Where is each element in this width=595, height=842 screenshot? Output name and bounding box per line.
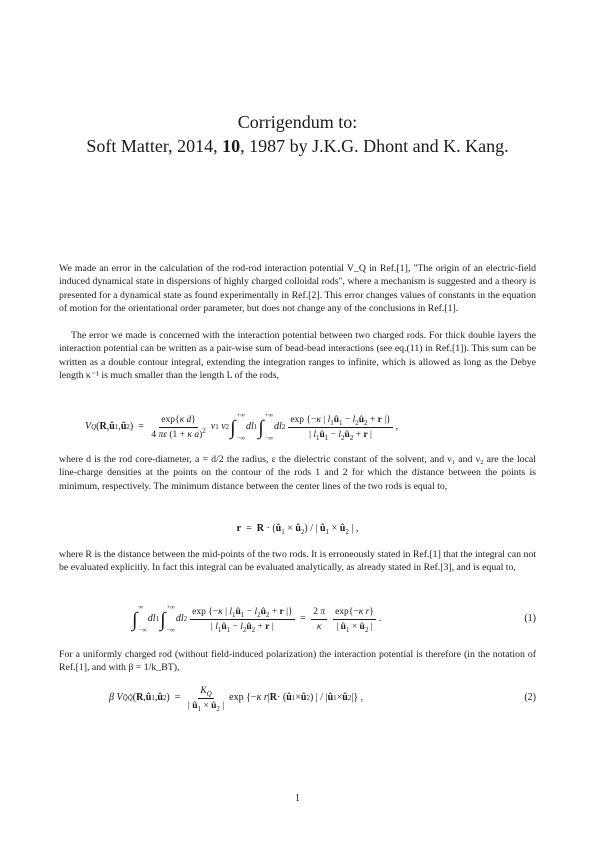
paragraph-3: where d is the rod core-diameter, a = d/2 the radius, ε the dielectric constant of the solvent, and ν₁ and ν₂ are the local line-charge densities at the points on the contour of the rods 1 and 2 for which the distance between the points is minimum, respectively. The minimum distance between the center lines of the two rods is equal to, bbox=[59, 454, 536, 492]
page-number: 1 bbox=[295, 793, 300, 804]
equation-1: ∫ ∞ −∞ dl 1 ∫ +∞ −∞ dl 2 $\frac{\exp \{-\kappa | l_1û_1 - l_2û_2 + r |\}}{| l_1û_1 - l_2û_2 + r |}$ = $\frac{2 \pi}{\kappa}$ $\frac{\text{exp\{−κ r\}}}{| û_1 \times û_2 |}$ . (1) bbox=[132, 604, 536, 634]
equation-2: β V Q̄Q̄ ( R , û 1 , û 2 ) = $\frac{K_Q}{| û_1 \times û_2 |}$ exp {− κ r | R · ( û 1 × û 2 ) | / | û 1 × û 2 |} , (2) bbox=[109, 685, 536, 713]
title-line-1: Corrigendum to: bbox=[237, 112, 358, 132]
title-line-2 bbox=[0, 134, 595, 158]
paragraph-5: For a uniformly charged rod (without field-induced polarization) the interaction potential is therefore (in the notation of Ref.[1], and with β = 1/k_BT), bbox=[59, 649, 536, 674]
paragraph-4: where R is the distance between the mid-points of the two rods. It is erroneously stated in Ref.[1] that the integral can not be evaluated explicitly. In fact this integral can be evaluated analytically, as already stated in Ref.[3], and is equal to, bbox=[59, 549, 536, 574]
title-volume: 10 bbox=[222, 136, 241, 156]
paragraph-2: The error we made is concerned with the interaction potential between two charged rods. For thick double layers the interaction potential can be written as a pair-wise sum of bead-bead interactions (see eq.(11) in Ref.[1]). This sum can be written as a double contour integral, extending the integration ranges to infinite, which is allowed as long as the Debye length κ⁻¹ is much smaller than the length L of the rods, bbox=[59, 330, 536, 382]
title-journal: Soft Matter, 2014, bbox=[86, 136, 223, 156]
equation-r: $r = R \cdot (û_1$ × $û_2$) / | $û_1$ × $û_2$ | , bbox=[236, 523, 359, 536]
equation-2-number: (2) bbox=[524, 692, 536, 703]
equation-1-number: (1) bbox=[524, 613, 536, 624]
equation-vq: V Q ( R , û 1 , û 2 ) = $\frac{\text{exp\{κ d\}}}{4 \pi\varepsilon (1 + \kappa a)^2}$ ν 1 ν 2 ∫ +∞ −∞ dl 1 ∫ +∞ −∞ dl 2 $\frac{\exp \{-\kappa | l_1û_1 - l_2û_2 + r |\}}{| l_1û_1 - l_2û_2 + r |}$ , bbox=[85, 412, 399, 442]
title-authors: , 1987 by J.K.G. Dhont and K. Kang. bbox=[240, 136, 509, 156]
paragraph-1: We made an error in the calculation of the rod-rod interaction potential V_Q in Ref.[1], "The origin of an electric-field induced dynamical state in dispersions of highly charged colloidal rods", where a mechanism is suggested and a theory is presented for a dynamical state as found experimentally in Ref.[2]. This error changes values of constants in the equation of motion for the orientational order parameter, but does not change any of the conclusions in Ref.[1]. bbox=[59, 263, 536, 315]
